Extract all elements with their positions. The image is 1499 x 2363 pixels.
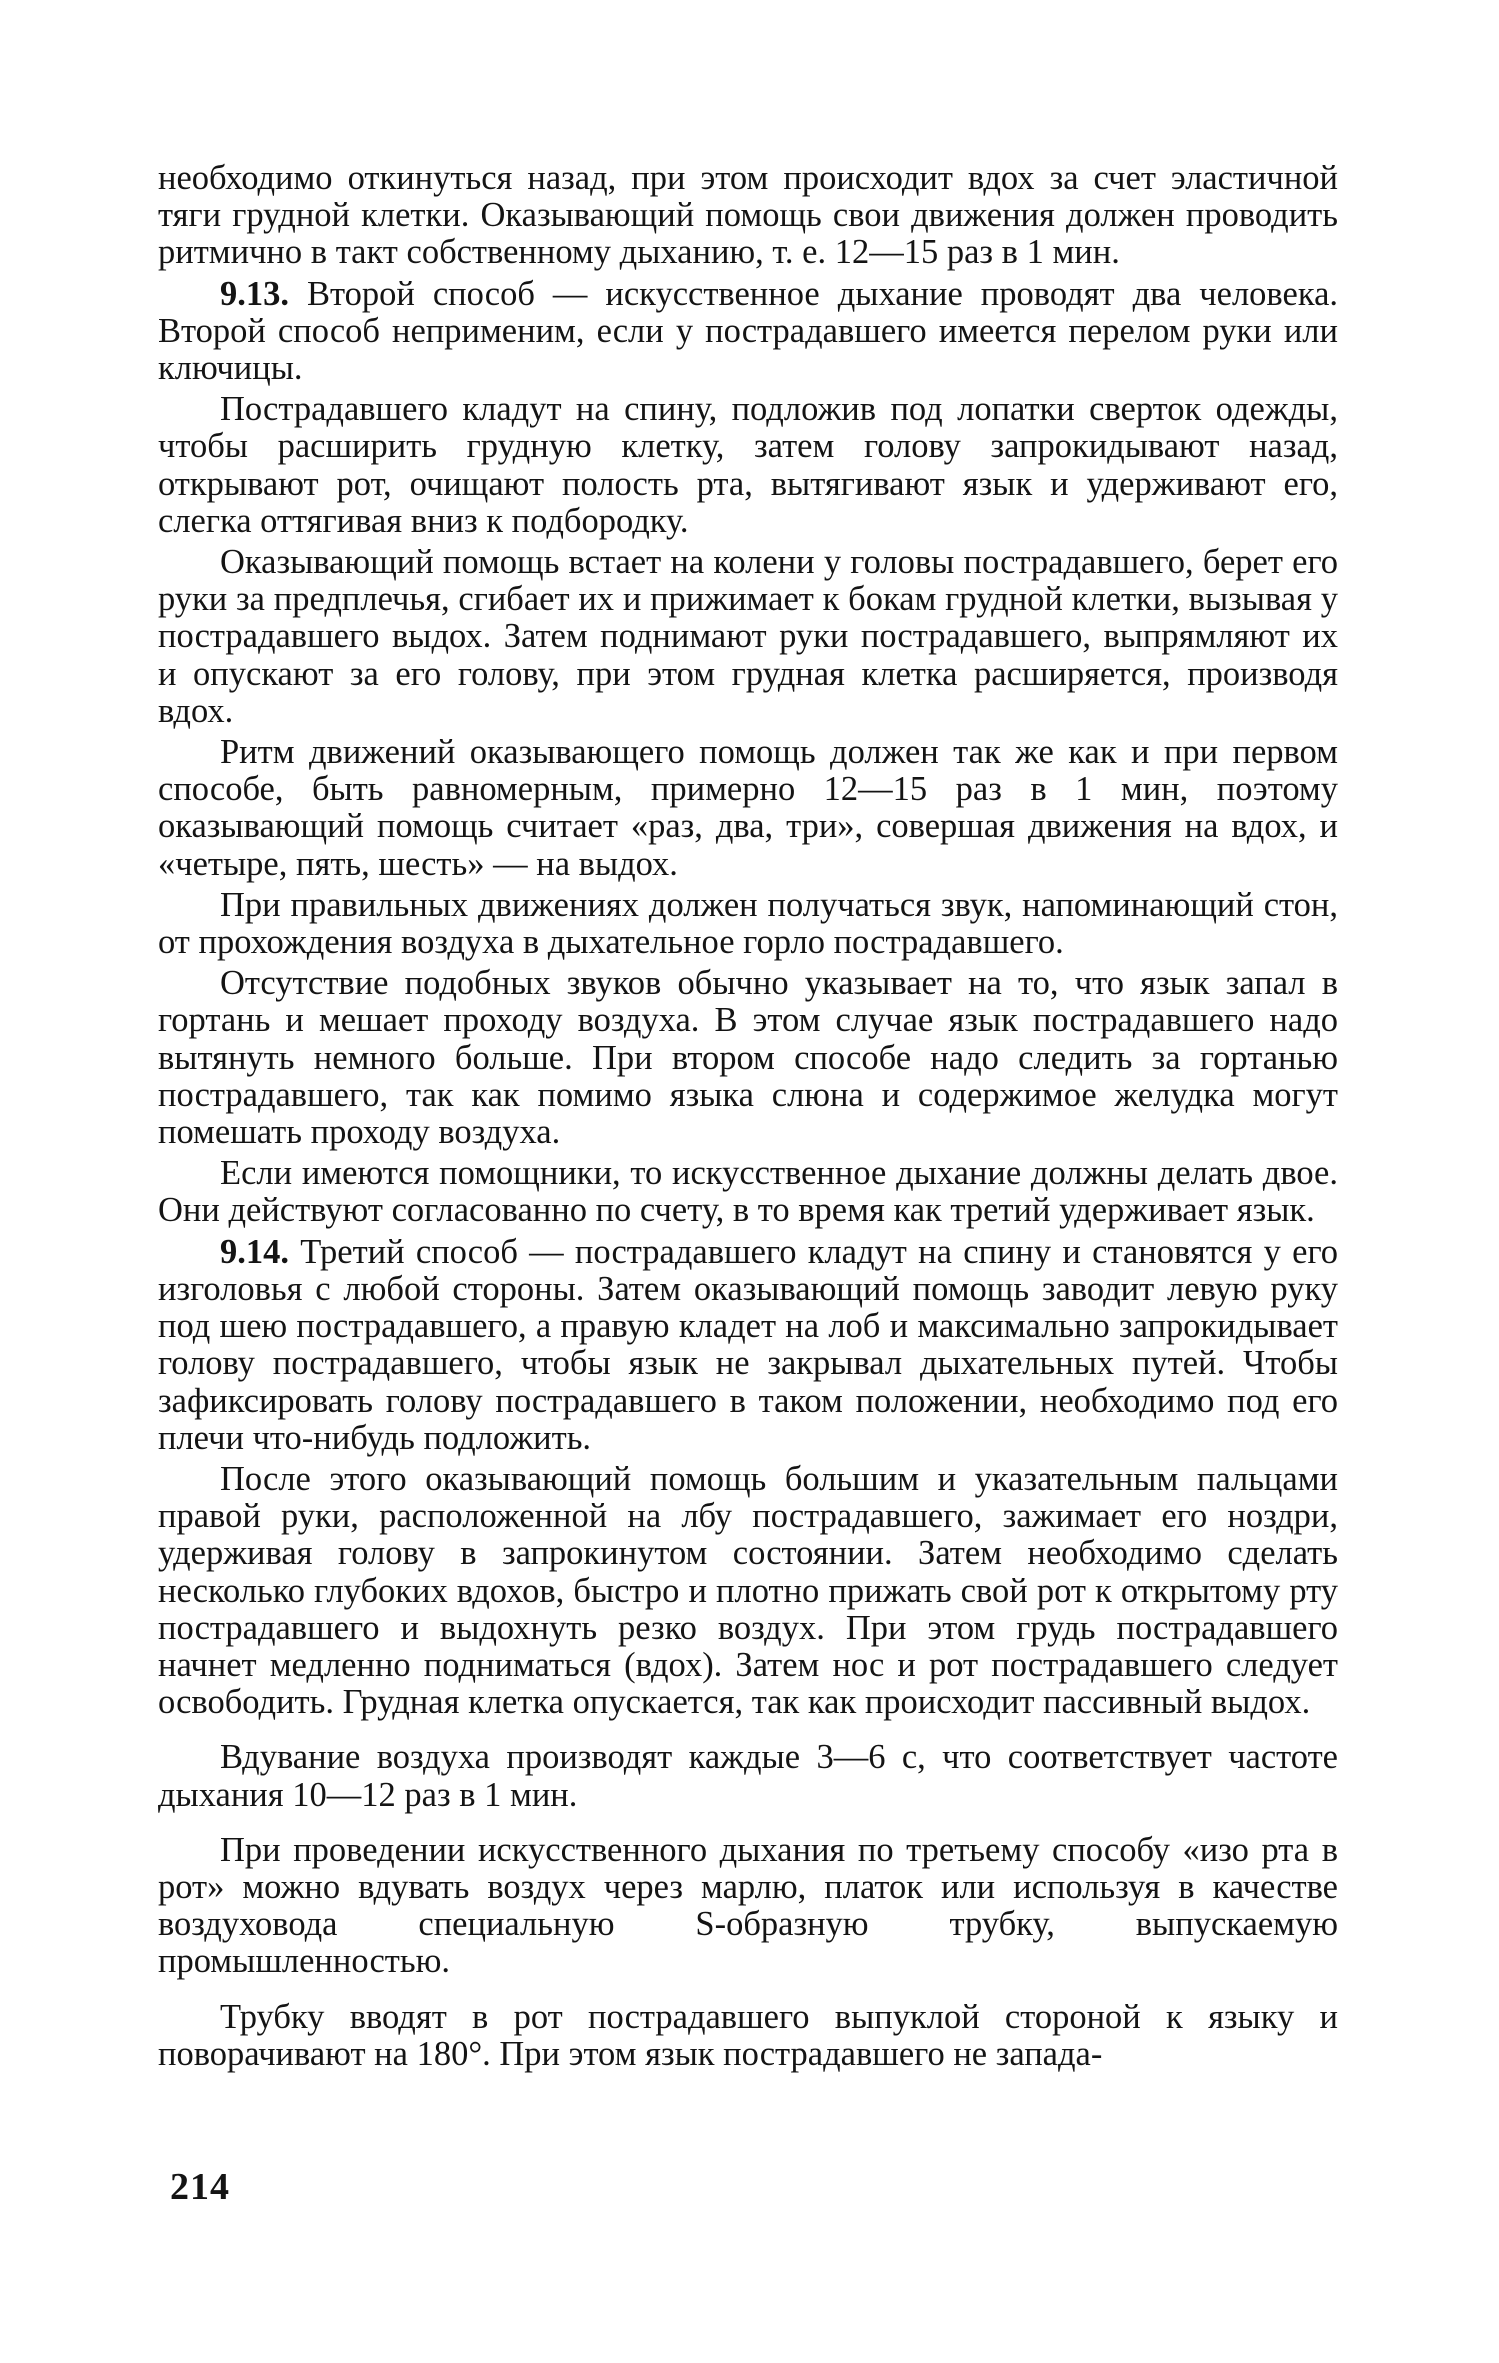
paragraph: После этого оказывающий помощь большим и указательным пальцами правой руки, расположенной на лбу пострадавшего, зажимает его ноздри, удерживая голову в запрокинутом состоянии. Затем необходимо сделать несколько глубоких вдохов, быстро и плотно прижать свой рот к открытому рту пострадавшего и выдохнуть резко воздух. При этом грудь пострадавшего начнет медленно подниматься (вдох). Затем нос и рот пострадавшего следует освободить. Грудная клетка опускается, так как происходит пассивный выдох. (158, 1459, 1338, 1722)
paragraph: Трубку вводят в рот пострадавшего выпуклой стороной к языку и поворачивают на 180°. При этом язык пострадавшего не запада- (158, 1997, 1338, 2073)
paragraph: При правильных движениях должен получаться звук, напоминающий стон, от прохождения воздуха в дыхательное горло пострадавшего. (158, 885, 1338, 962)
paragraph: При проведении искусственного дыхания по третьему способу «изо рта в рот» можно вдувать воздух через марлю, платок или используя в качестве воздуховода специальную S-образную трубку, выпускаемую промышленностью. (158, 1830, 1338, 1981)
page-body (158, 160, 1338, 2073)
paragraph: Вдувание воздуха производят каждые 3—6 с, что соответствует частоте дыхания 10—12 раз в 1 мин. (158, 1738, 1338, 1814)
page-number: 214 (170, 2166, 230, 2208)
section-number: 9.14. (220, 1232, 289, 1271)
paragraph-section-9-14: 9.14. Третий способ — пострадавшего кладут на спину и становятся у его изголовья с любой стороны. Затем оказывающий помощь заводит левую руку под шею пострадавшего, а правую кладет на лоб и максимально запрокидывает голову пострадавшего, чтобы язык не закрывал дыхательных путей. Чтобы зафиксировать голову пострадавшего в таком положении, необходимо под его плечи что-нибудь подложить. (158, 1232, 1339, 1457)
section-number: 9.13. (220, 274, 289, 313)
paragraph: Отсутствие подобных звуков обычно указывает на то, что язык запал в гортань и мешает проходу воздуха. В этом случае язык пострадавшего надо вытянуть немного больше. При втором способе надо следить за гортанью пострадавшего, так как помимо языка слюна и содержимое желудка могут помешать проходу воздуха. (158, 964, 1338, 1152)
paragraph: Ритм движений оказывающего помощь должен так же как и при первом способе, быть равномерным, примерно 12—15 раз в 1 мин, поэтому оказывающий помощь считает «раз, два, три», совершая движения на вдох, и «четыре, пять, шесть» — на выдох. (158, 733, 1338, 883)
paragraph: Пострадавшего кладут на спину, подложив под лопатки сверток одежды, чтобы расширить грудную клетку, затем голову запрокидывают назад, открывают рот, очищают полость рта, вытягивают язык и удерживают его, слегка оттягивая вниз к подбородку. (158, 390, 1338, 540)
paragraph-continuation: необходимо откинуться назад, при этом происходит вдох за счет эластичной тяги грудной клетки. Оказывающий помощь свои движения должен проводить ритмично в такт собственному дыханию, т. е. 12—15 раз в 1 мин. (158, 159, 1338, 272)
paragraph-section-9-13: 9.13. Второй способ — искусственное дыхание проводят два человека. Второй способ неприменим, если у пострадавшего имеется перелом руки или ключицы. (158, 274, 1339, 388)
paragraph: Оказывающий помощь встает на колени у головы пострадавшего, берет его руки за предплечья, сгибает их и прижимает к бокам грудной клетки, вызывая у пострадавшего выдох. Затем поднимают руки пострадавшего, выпрямляют их и опускают за его голову, при этом грудная клетка расширяется, производя вдох. (158, 543, 1338, 730)
paragraph: Если имеются помощники, то искусственное дыхание должны делать двое. Они действуют согласованно по счету, в то время как третий удерживает язык. (158, 1154, 1338, 1230)
